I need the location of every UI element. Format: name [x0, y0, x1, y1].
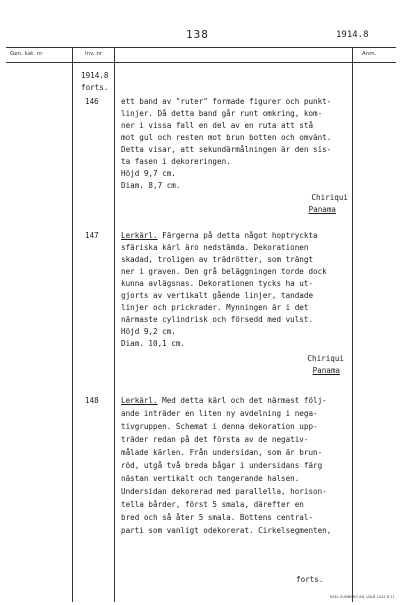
column-divider-gen [72, 47, 73, 602]
entry-147-object-type: Lerkärl. [121, 231, 158, 240]
entry-147-line: närmaste cylindrisk och försedd med vulst. [121, 315, 314, 324]
continued-footer: forts. [296, 575, 324, 584]
entry-148-line: parti som vanligt odekorerat. Cirkelsegmenten, [121, 526, 332, 535]
entry-147-line: skadad, troligen av trädrötter, som trängt [121, 255, 314, 264]
entry-147-first-line: Lerkärl. Färgerna på detta något hoptryckta [121, 231, 318, 240]
entry-147-line: sfäriska kärl äro nedstämda. Dekorationen [121, 243, 309, 252]
entry-146-height: Höjd 9,7 cm. [121, 169, 176, 178]
entry-148-line: tella bårder, först 5 smala, därefter en [121, 500, 304, 509]
entry-148-line: bred och så åter 5 smala. Bottens central- [121, 513, 314, 522]
catalogue-date: 1914.8 [336, 30, 369, 40]
entry-148-line: ande inträder en liten ny avdelning i nega- [121, 409, 318, 418]
entry-147-place: Chiriqui [307, 354, 344, 363]
entry-146-country: Panama [308, 205, 336, 214]
entry-147-diameter: Diam. 10,1 cm. [121, 339, 186, 348]
inv-year: 1914.8 [81, 71, 109, 80]
entry-148-line: målade kärlen. Från undersidan, som är brun- [121, 448, 323, 457]
header-top-rule [6, 47, 396, 48]
column-divider-anm [352, 47, 353, 602]
entry-146-place: Chiriqui [311, 193, 348, 202]
entry-147-country: Panama [312, 366, 340, 375]
entry-148-line: träder redan på det första av de negativ- [121, 435, 309, 444]
header-bottom-rule [6, 62, 396, 63]
entry-147-number: 147 [85, 231, 99, 240]
entry-148-object-type: Lerkärl. [121, 396, 158, 405]
entry-146-line: mot gul och resten mot brun botten och omvänt. [121, 133, 332, 142]
column-header-gen-kat: Gen. kat. nr [10, 51, 43, 57]
entry-146-number: 146 [85, 97, 99, 106]
entry-148-first-line: Lerkärl. Med detta kärl och det närmast följ- [121, 396, 327, 405]
continued-label: forts. [81, 83, 109, 92]
entry-146-line: Detta visar, att sekundärmålningen är den sis- [121, 145, 332, 154]
entry-148-line: nästan vertikalt och tangerande halsen. [121, 474, 300, 483]
entry-148-number: 148 [85, 396, 99, 405]
column-divider-inv [114, 47, 115, 602]
entry-148-line: Undersidan dekorerad med parallella, horison- [121, 487, 327, 496]
entry-148-line: tivgruppen. Schemat i denna dekoration upp- [121, 422, 318, 431]
entry-146-line: ett band av "ruter" formade figurer och punkt- [121, 97, 332, 106]
entry-146-diameter: Diam. 8,7 cm. [121, 181, 181, 190]
entry-147-height: Höjd 9,2 cm. [121, 327, 176, 336]
entry-146-line: linjer. Då detta band går runt omkring, kom- [121, 109, 323, 118]
column-header-anm: Anm. [362, 51, 377, 57]
entry-146-line: ner i vissa fall en del av en ruta att stå [121, 121, 314, 130]
column-header-inv: Inv. nr [85, 51, 103, 57]
page-number: 138 [186, 28, 209, 41]
printer-imprint: EKEL SUNNERG AB, VÄLÅ 2442 8.71 [330, 595, 395, 599]
entry-147-line: kunna avlägsnas. Dekorationen tycks ha ut- [121, 279, 314, 288]
entry-146-line: ta fasen i dekoreringen. [121, 157, 231, 166]
entry-147-line: linjer och prickrader. Mynningen är i det [121, 303, 309, 312]
entry-147-line: ner i graven. Den grå beläggningen torde dock [121, 267, 327, 276]
entry-147-line: gjorts av vertikalt gående linjer, tandade [121, 291, 314, 300]
entry-148-line: röd, utgå två breda bågar i undersidans färg [121, 461, 323, 470]
